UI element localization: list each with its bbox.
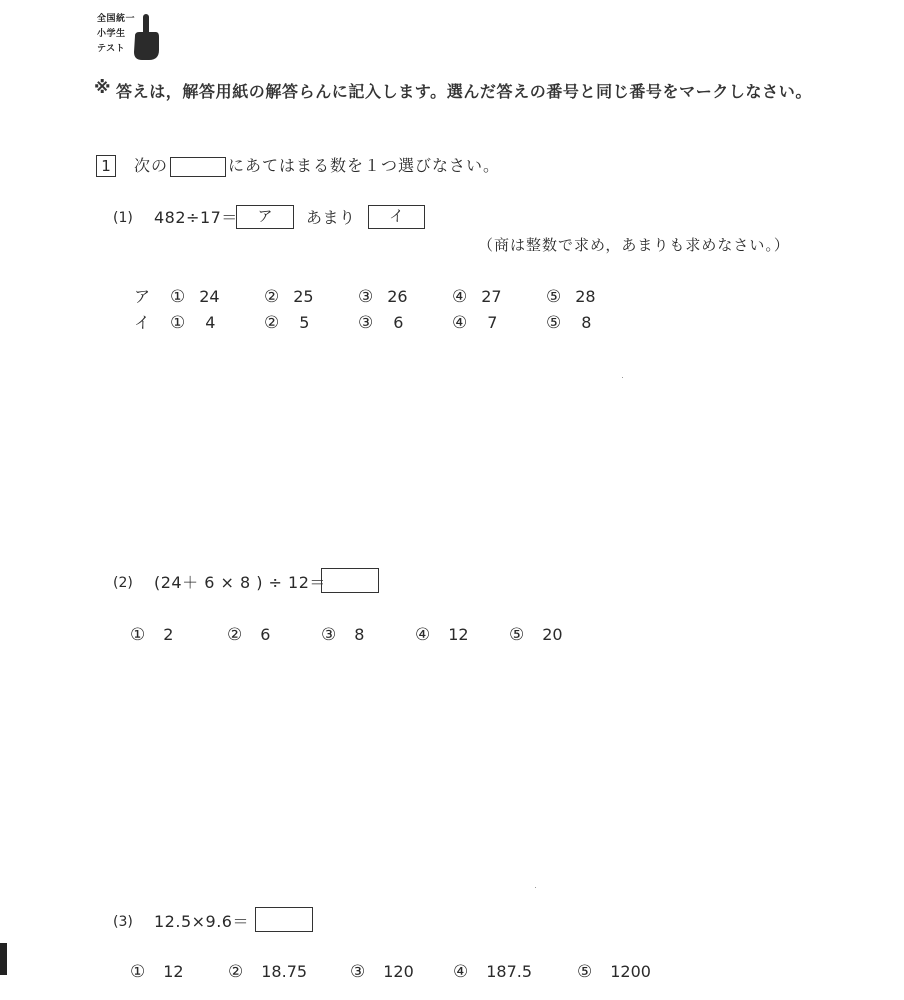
choice-value: 187.5 xyxy=(486,962,533,981)
part3-choice-3 xyxy=(350,961,414,983)
choice-mark: ⑤ xyxy=(546,313,562,333)
choice-mark: ③ xyxy=(321,625,337,645)
part1-expression: 482÷17＝ xyxy=(154,208,238,227)
part3-choice-4 xyxy=(453,961,532,983)
part1-a-choice-2 xyxy=(264,286,314,308)
part2-choice-3 xyxy=(321,624,364,646)
choice-value: 27 xyxy=(481,287,502,306)
part1-row-b-label: イ xyxy=(134,313,151,332)
choice-value: 4 xyxy=(205,313,216,332)
page-edge-mark xyxy=(0,943,7,975)
choice-value: 12 xyxy=(163,962,184,981)
part1-blank-a: ア xyxy=(236,205,294,229)
logo-line-2: 小学生 xyxy=(97,29,126,39)
part1-middle-text: あまり xyxy=(306,208,356,227)
part3-choice-1 xyxy=(130,961,184,983)
choice-value: 18.75 xyxy=(261,962,308,981)
choice-value: 24 xyxy=(199,287,220,306)
prompt-after: にあてはまる数を１つ選びなさい。 xyxy=(228,156,501,175)
part1-a-choice-5 xyxy=(546,286,596,308)
pointing-hand-icon xyxy=(130,14,160,62)
part1-b-choice-2 xyxy=(264,312,309,334)
choice-value: 20 xyxy=(542,625,563,644)
part3-expression: 12.5×9.6＝ xyxy=(154,912,249,931)
choice-value: 6 xyxy=(260,625,271,644)
choice-mark: ④ xyxy=(452,287,468,307)
choice-value: 8 xyxy=(581,313,592,332)
instruction-mark: ※ xyxy=(94,78,111,98)
choice-mark: ③ xyxy=(350,962,366,982)
part1-b-choice-5 xyxy=(546,312,591,334)
choice-mark: ② xyxy=(264,287,280,307)
part1-b-choice-4 xyxy=(452,312,497,334)
choice-value: 7 xyxy=(487,313,498,332)
part3-choice-5 xyxy=(577,961,651,983)
choice-mark: ⑤ xyxy=(546,287,562,307)
part3-blank xyxy=(255,907,313,932)
logo-line-3: テスト xyxy=(97,44,126,54)
part1-a-choice-3 xyxy=(358,286,408,308)
part3-choice-2 xyxy=(228,961,307,983)
part2-choice-2 xyxy=(227,624,270,646)
logo-line-1: 全国統一 xyxy=(97,14,136,24)
choice-mark: ⑤ xyxy=(577,962,593,982)
part2-choice-1 xyxy=(130,624,173,646)
choice-mark: ④ xyxy=(415,625,431,645)
test-logo xyxy=(90,12,170,62)
choice-mark: ① xyxy=(130,625,146,645)
scan-speck xyxy=(622,377,623,378)
choice-value: 26 xyxy=(387,287,408,306)
part1-a-choice-4 xyxy=(452,286,502,308)
part2-label: (2) xyxy=(113,575,133,591)
instruction-text: 答えは，解答用紙の解答らんに記入します。選んだ答えの番号と同じ番号をマークしなさい。 xyxy=(116,82,812,101)
question-prompt xyxy=(134,155,500,177)
choice-mark: ③ xyxy=(358,287,374,307)
choice-mark: ① xyxy=(170,287,186,307)
part2-blank xyxy=(321,568,379,593)
prompt-before: 次の xyxy=(134,156,169,175)
part1-a-choice-1 xyxy=(170,286,220,308)
choice-value: 6 xyxy=(393,313,404,332)
choice-value: 2 xyxy=(163,625,174,644)
prompt-blank-box xyxy=(170,157,226,177)
choice-value: 1200 xyxy=(610,962,651,981)
choice-mark: ④ xyxy=(453,962,469,982)
choice-value: 5 xyxy=(299,313,310,332)
choice-value: 120 xyxy=(383,962,414,981)
choice-mark: ③ xyxy=(358,313,374,333)
choice-mark: ② xyxy=(264,313,280,333)
part2-choice-5 xyxy=(509,624,563,646)
part3-label: (3) xyxy=(113,914,133,930)
part2-expression: (24＋ 6 × 8 ) ÷ 12＝ xyxy=(154,573,326,592)
part1-b-choice-1 xyxy=(170,312,215,334)
choice-value: 12 xyxy=(448,625,469,644)
choice-mark: ④ xyxy=(452,313,468,333)
choice-value: 8 xyxy=(354,625,365,644)
choice-mark: ① xyxy=(130,962,146,982)
part2-choice-4 xyxy=(415,624,469,646)
choice-mark: ② xyxy=(227,625,243,645)
choice-mark: ① xyxy=(170,313,186,333)
part1-hint: （商は整数で求め，あまりも求めなさい。） xyxy=(478,236,790,254)
part1-row-a-label: ア xyxy=(134,287,151,306)
question-number: 1 xyxy=(96,155,116,177)
part1-label: (1) xyxy=(113,210,133,226)
part1-b-choice-3 xyxy=(358,312,403,334)
choice-mark: ② xyxy=(228,962,244,982)
choice-mark: ⑤ xyxy=(509,625,525,645)
choice-value: 25 xyxy=(293,287,314,306)
part1-blank-b: イ xyxy=(368,205,425,229)
choice-value: 28 xyxy=(575,287,596,306)
scan-speck xyxy=(535,887,536,888)
